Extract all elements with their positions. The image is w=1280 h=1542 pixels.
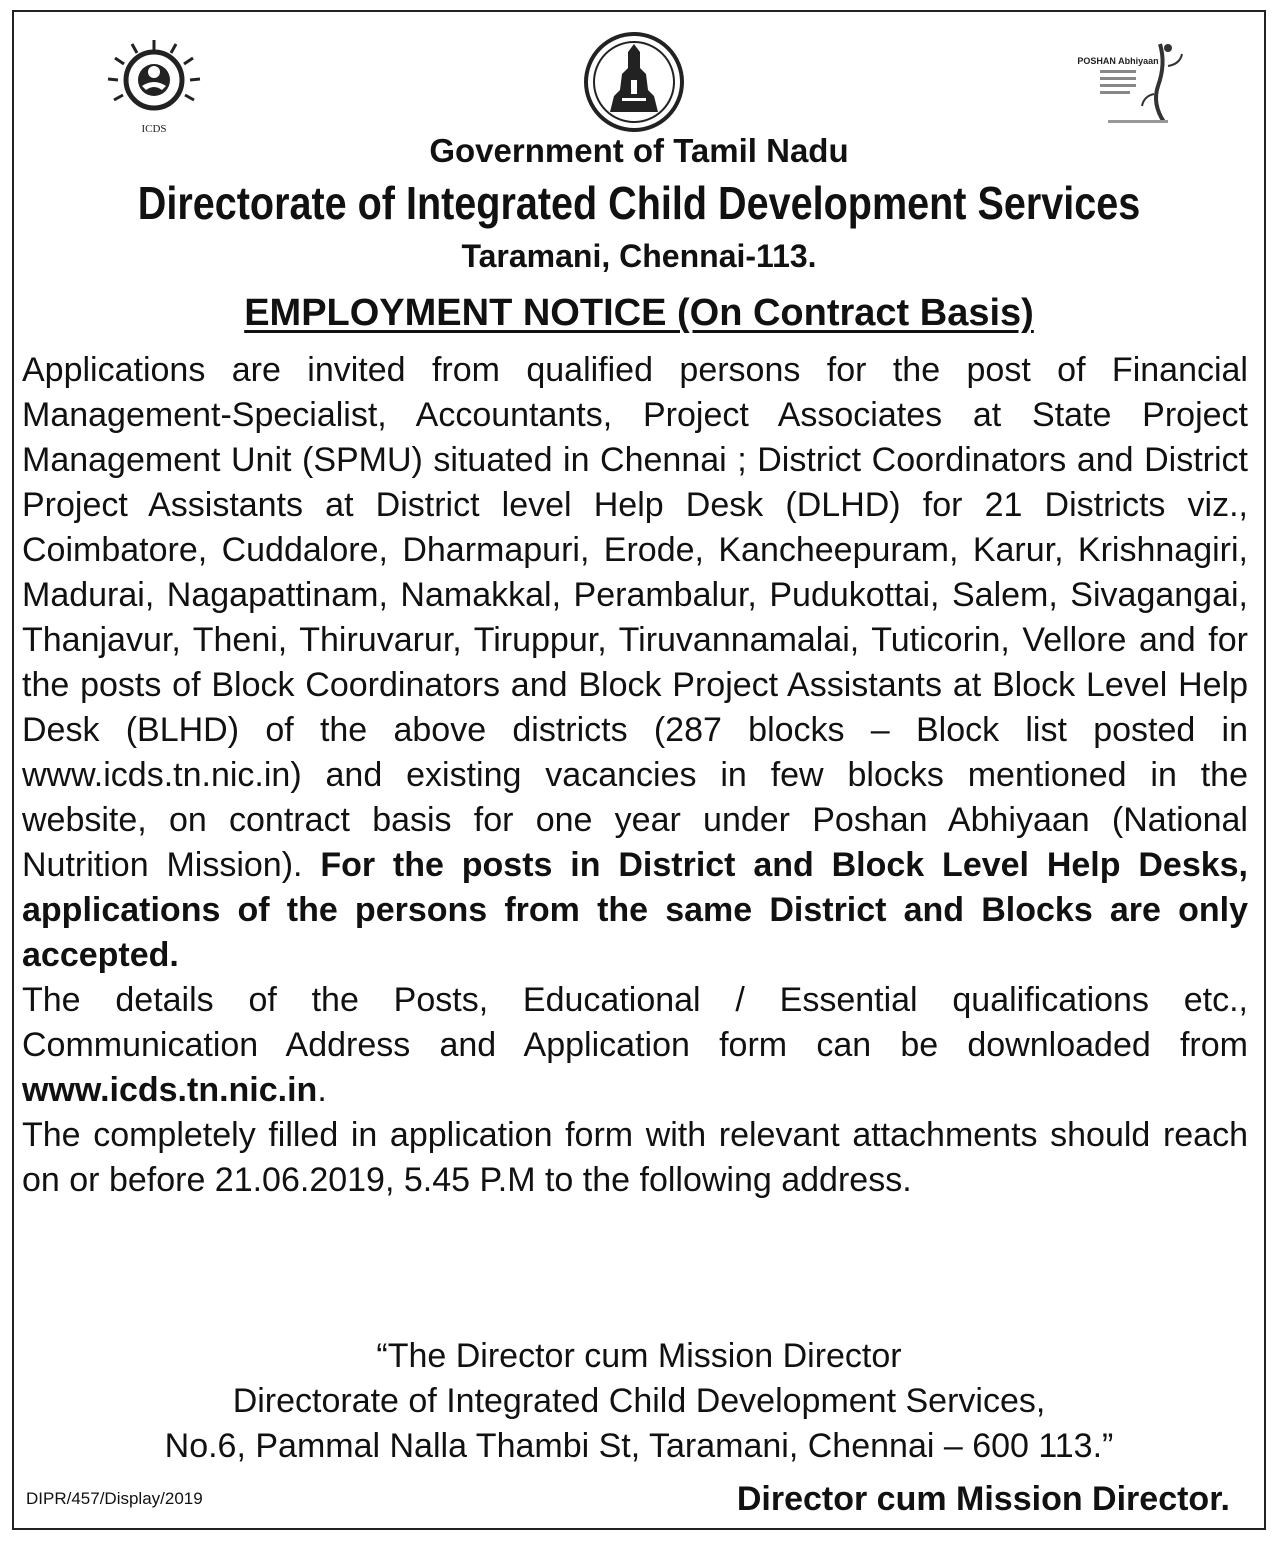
tamil-nadu-emblem xyxy=(582,30,686,134)
signatory: Director cum Mission Director. xyxy=(736,1480,1230,1518)
body-paragraph-2 xyxy=(22,978,1248,1113)
paragraph-2-end: . xyxy=(317,1071,327,1109)
directorate-heading: Directorate of Integrated Child Development Services xyxy=(137,177,1141,229)
paragraph-3-text: The completely filled in application form with relevant attachments should reach on or before 21.06.2019, 5.45 P.M to the following address. xyxy=(22,1116,1248,1199)
address-line-2: Directorate of Integrated Child Development Services, xyxy=(232,1382,1046,1420)
notice-body xyxy=(22,348,1248,1203)
notice-title-text: EMPLOYMENT NOTICE (On Contract Basis) xyxy=(244,292,1034,334)
body-paragraph-3 xyxy=(22,1113,1248,1203)
paragraph-1-bold: For the posts in District and Block Level Help Desks, applications of the persons from the same District and Blocks are only accepted. xyxy=(22,846,1249,974)
directorate-address: Taramani, Chennai-113. xyxy=(461,238,817,274)
body-paragraph-1 xyxy=(22,348,1248,978)
poshan-logo-caption: POSHAN Abhiyaan xyxy=(1077,56,1159,66)
website-link[interactable]: www.icds.tn.nic.in xyxy=(22,1071,318,1109)
dipr-reference: DIPR/457/Display/2019 xyxy=(26,1489,203,1508)
government-heading: Government of Tamil Nadu xyxy=(429,132,849,169)
poshan-abhiyaan-logo xyxy=(1077,34,1188,134)
address-line-3: No.6, Pammal Nalla Thambi St, Taramani, Chennai – 600 113.” xyxy=(164,1427,1114,1465)
paragraph-2-text: The details of the Posts, Educational / Essential qualifications etc., Communication Address and Application form can be downloaded from xyxy=(22,981,1248,1064)
notice-title xyxy=(14,292,1264,335)
postal-address xyxy=(14,1334,1264,1469)
icds-logo-caption: ICDS xyxy=(141,123,167,135)
employment-notice xyxy=(12,10,1266,1530)
icds-logo xyxy=(96,34,212,138)
address-line-1: “The Director cum Mission Director xyxy=(376,1337,902,1375)
paragraph-1-text: Applications are invited from qualified persons for the post of Financial Management-Specialist, Accountants, Project Associates at State Project Management Unit (SPMU) situated in Chennai ; District Coordinators and District Project Assistants at District level Help Desk (DLHD) for 21 Districts viz., Coimbatore, Cuddalore, Dharmapuri, Erode, Kancheepuram, Karur, Krishnagiri, Madurai, Nagapattinam, Namakkal, Perambalur, Pudukottai, Salem, Sivagangai, Thanjavur, Theni, Thiruvarur, Tiruppur, Tiruvannamalai, Tuticorin, Vellore and for the posts of Block Coordinators and Block Project Assistants at Block Level Help Desk (BLHD) of the above districts (287 blocks – Block list posted in www.icds.tn.nic.in) and existing vacancies in few blocks mentioned in the website, on contract basis for one year under Poshan Abhiyaan (National Nutrition Mission). xyxy=(22,351,1248,884)
